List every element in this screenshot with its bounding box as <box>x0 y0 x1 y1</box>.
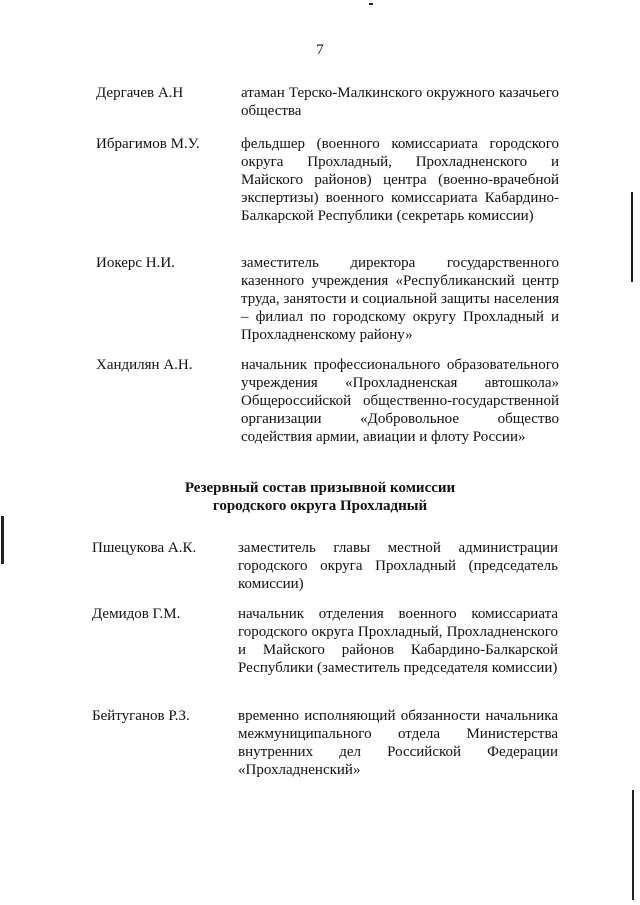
reserve-heading-line-1: Резервный состав призывной комиссии <box>184 480 456 496</box>
reserve-section-heading <box>0 479 640 515</box>
member-name: Дергачев А.Н <box>96 85 184 101</box>
member-role: атаман Терско-Малкинского окружного казачьего общества <box>241 85 559 119</box>
scan-mark-left <box>1 516 4 564</box>
member-name: Иокерс Н.И. <box>96 255 175 271</box>
scan-mark-right-2 <box>632 790 634 900</box>
scan-mark-top <box>369 3 373 5</box>
member-name: Пшецукова А.К. <box>92 540 197 556</box>
page-number: 7 <box>316 42 324 58</box>
member-name: Хандилян А.Н. <box>96 357 193 373</box>
member-role: временно исполняющий обязанности начальника межмуниципального отдела Министерства внутренних дел Российской Федерации «Прохладненский» <box>238 708 558 778</box>
member-role: заместитель директора государственного казенного учреждения «Республиканский центр труда, занятости и социальной защиты населения – филиал по городскому округу Прохладный и Прохладненскому району» <box>241 255 559 343</box>
reserve-heading-line-2: городского округа Прохладный <box>212 498 428 514</box>
member-name: Ибрагимов М.У. <box>96 136 200 152</box>
member-role: заместитель главы местной администрации городского округа Прохладный (председатель комиссии) <box>238 540 558 592</box>
member-role: начальник профессионального образовательного учреждения «Прохладненская автошкола» Общероссийской общественно-государственной организации «Добровольное общество содействия армии, авиации и флоту России» <box>241 357 559 445</box>
scan-mark-right-1 <box>631 192 633 282</box>
member-role: фельдшер (военного комиссариата городского округа Прохладный, Прохладненского и Майского районов) центра (военно-врачебной экспертизы) военного комиссариата Кабардино-Балкарской Республики (секретарь комиссии) <box>241 136 559 224</box>
member-role: начальник отделения военного комиссариата городского округа Прохладный, Прохладненского и Майского районов Кабардино-Балкарской Республики (заместитель председателя комиссии) <box>238 606 558 676</box>
member-name: Демидов Г.М. <box>92 606 181 622</box>
member-name: Бейтуганов Р.З. <box>92 708 190 724</box>
